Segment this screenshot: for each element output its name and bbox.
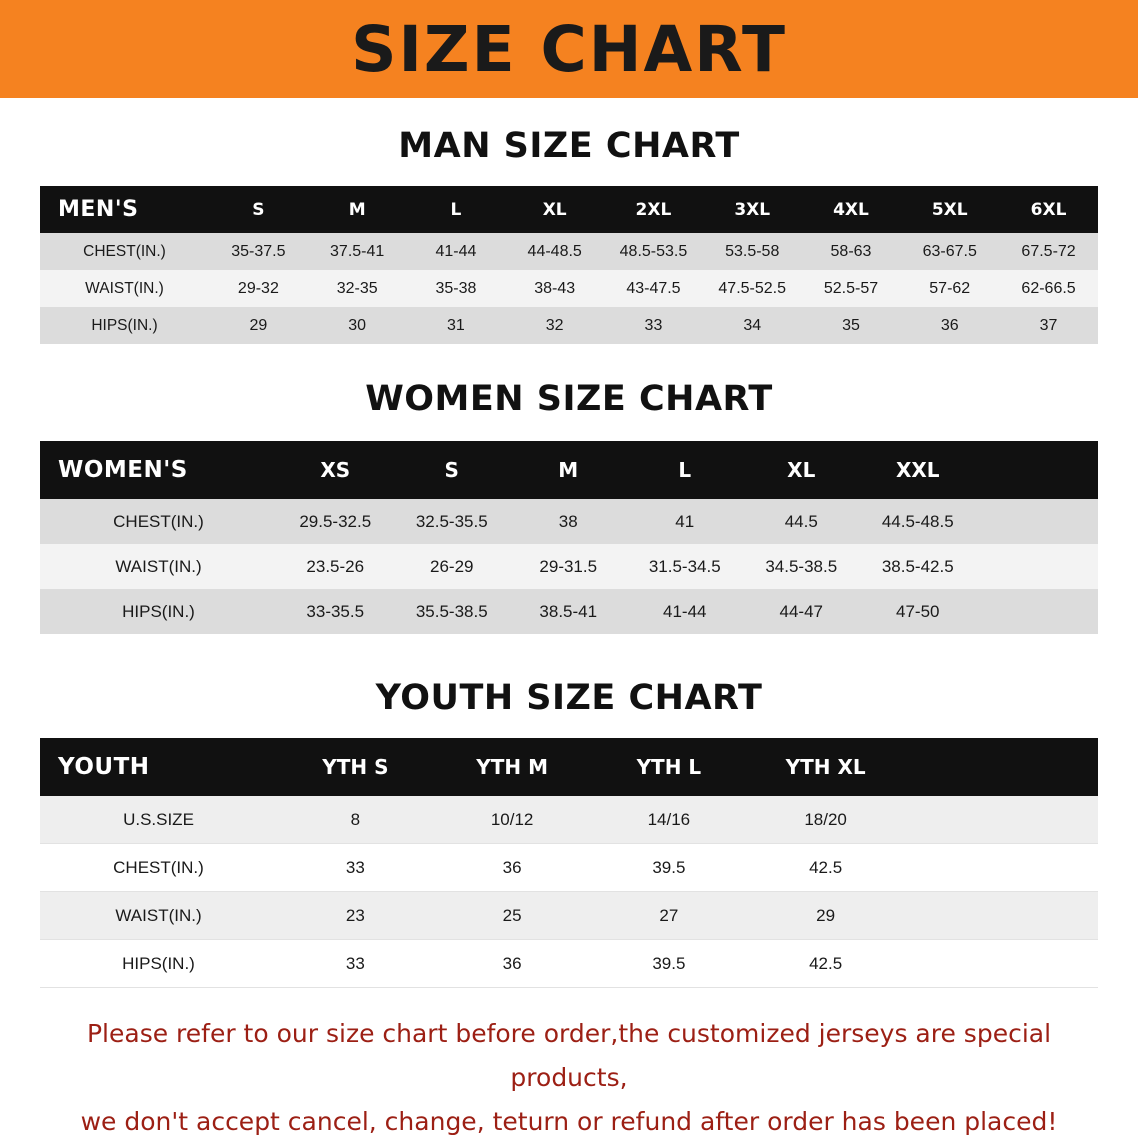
women-cell: 23.5-26 (277, 544, 394, 589)
man-cell: 62-66.5 (999, 270, 1098, 307)
table-row (40, 796, 1098, 844)
man-row-label: CHEST(IN.) (40, 233, 209, 270)
man-cell: 36 (900, 307, 999, 344)
women-header-spacer (976, 441, 1098, 499)
women-cell: 31.5-34.5 (627, 544, 744, 589)
table-row (40, 270, 1098, 307)
women-cell: 26-29 (394, 544, 511, 589)
man-cell: 33 (604, 307, 703, 344)
women-cell: 33-35.5 (277, 589, 394, 634)
women-cell: 41-44 (627, 589, 744, 634)
youth-cell: 33 (277, 940, 434, 988)
man-table-wrap (40, 186, 1098, 344)
women-cell: 38.5-41 (510, 589, 627, 634)
women-size-table (40, 441, 1098, 634)
youth-row-label: WAIST(IN.) (40, 892, 277, 940)
youth-cell: 10/12 (434, 796, 591, 844)
youth-cell-spacer (904, 796, 1098, 844)
table-row (40, 307, 1098, 344)
youth-row-label: U.S.SIZE (40, 796, 277, 844)
man-table-head (40, 186, 1098, 233)
women-cell: 32.5-35.5 (394, 499, 511, 544)
women-table-wrap (40, 441, 1098, 634)
women-cell: 47-50 (860, 589, 977, 634)
women-cell: 29-31.5 (510, 544, 627, 589)
women-cell: 38.5-42.5 (860, 544, 977, 589)
man-col-header: 2XL (604, 186, 703, 233)
women-row-label: CHEST(IN.) (40, 499, 277, 544)
man-col-header: XL (505, 186, 604, 233)
women-col-header: M (510, 441, 627, 499)
youth-cell: 18/20 (747, 796, 904, 844)
youth-cell: 29 (747, 892, 904, 940)
youth-table-body (40, 796, 1098, 988)
youth-cell: 33 (277, 844, 434, 892)
man-section-title: MAN SIZE CHART (0, 126, 1138, 166)
youth-col-header: YTH S (277, 738, 434, 796)
table-row (40, 233, 1098, 270)
youth-row-label: HIPS(IN.) (40, 940, 277, 988)
man-row-label: HIPS(IN.) (40, 307, 209, 344)
man-cell: 44-48.5 (505, 233, 604, 270)
women-row-label: WAIST(IN.) (40, 544, 277, 589)
youth-cell: 42.5 (747, 844, 904, 892)
youth-cell: 39.5 (591, 940, 748, 988)
man-col-header: S (209, 186, 308, 233)
youth-table-wrap (40, 738, 1098, 988)
women-cell: 44.5 (743, 499, 860, 544)
women-cell: 44-47 (743, 589, 860, 634)
man-cell: 31 (407, 307, 506, 344)
man-cell: 35-37.5 (209, 233, 308, 270)
man-cell: 52.5-57 (802, 270, 901, 307)
women-col-header: XXL (860, 441, 977, 499)
man-table-body (40, 233, 1098, 344)
man-col-header: 4XL (802, 186, 901, 233)
man-cell: 47.5-52.5 (703, 270, 802, 307)
youth-cell-spacer (904, 940, 1098, 988)
youth-row-label: CHEST(IN.) (40, 844, 277, 892)
man-cell: 67.5-72 (999, 233, 1098, 270)
man-cell: 53.5-58 (703, 233, 802, 270)
man-col-header: 6XL (999, 186, 1098, 233)
women-col-header: S (394, 441, 511, 499)
table-row (40, 940, 1098, 988)
man-cell: 37 (999, 307, 1098, 344)
man-cell: 37.5-41 (308, 233, 407, 270)
man-row-label: WAIST(IN.) (40, 270, 209, 307)
women-col-header: XL (743, 441, 860, 499)
man-col-header: 3XL (703, 186, 802, 233)
youth-col-header: YTH XL (747, 738, 904, 796)
youth-cell: 42.5 (747, 940, 904, 988)
youth-col-header: YTH L (591, 738, 748, 796)
youth-cell: 25 (434, 892, 591, 940)
man-cell: 38-43 (505, 270, 604, 307)
man-cell: 43-47.5 (604, 270, 703, 307)
man-cell: 57-62 (900, 270, 999, 307)
youth-cell-spacer (904, 892, 1098, 940)
man-col-header: M (308, 186, 407, 233)
women-cell-spacer (976, 589, 1098, 634)
man-cell: 41-44 (407, 233, 506, 270)
disclaimer-note (39, 1012, 1099, 1143)
man-corner-label: MEN'S (40, 186, 209, 233)
women-cell: 44.5-48.5 (860, 499, 977, 544)
man-cell: 58-63 (802, 233, 901, 270)
youth-cell: 8 (277, 796, 434, 844)
women-cell: 41 (627, 499, 744, 544)
header-banner (0, 0, 1138, 98)
man-cell: 48.5-53.5 (604, 233, 703, 270)
youth-header-row (40, 738, 1098, 796)
women-cell-spacer (976, 544, 1098, 589)
man-cell: 35 (802, 307, 901, 344)
table-row (40, 844, 1098, 892)
man-cell: 30 (308, 307, 407, 344)
youth-cell: 23 (277, 892, 434, 940)
youth-table-head (40, 738, 1098, 796)
youth-size-table (40, 738, 1098, 988)
women-cell: 29.5-32.5 (277, 499, 394, 544)
youth-section-title: YOUTH SIZE CHART (0, 678, 1138, 718)
table-row (40, 892, 1098, 940)
women-header-row (40, 441, 1098, 499)
youth-header-spacer (904, 738, 1098, 796)
man-cell: 32-35 (308, 270, 407, 307)
youth-cell: 36 (434, 844, 591, 892)
youth-cell: 39.5 (591, 844, 748, 892)
disclaimer-line-2: we don't accept cancel, change, teturn or refund after order has been placed! (39, 1100, 1099, 1143)
man-cell: 63-67.5 (900, 233, 999, 270)
man-cell: 29-32 (209, 270, 308, 307)
women-cell: 34.5-38.5 (743, 544, 860, 589)
women-cell: 35.5-38.5 (394, 589, 511, 634)
man-cell: 34 (703, 307, 802, 344)
table-row (40, 589, 1098, 634)
women-corner-label: WOMEN'S (40, 441, 277, 499)
page-title: SIZE CHART (351, 18, 787, 81)
youth-cell-spacer (904, 844, 1098, 892)
women-section-title: WOMEN SIZE CHART (0, 379, 1138, 419)
youth-cell: 36 (434, 940, 591, 988)
women-col-header: XS (277, 441, 394, 499)
man-col-header: L (407, 186, 506, 233)
women-cell: 38 (510, 499, 627, 544)
youth-col-header: YTH M (434, 738, 591, 796)
table-row (40, 544, 1098, 589)
man-size-table (40, 186, 1098, 344)
youth-cell: 14/16 (591, 796, 748, 844)
women-table-head (40, 441, 1098, 499)
man-cell: 35-38 (407, 270, 506, 307)
table-row (40, 499, 1098, 544)
women-table-body (40, 499, 1098, 634)
women-cell-spacer (976, 499, 1098, 544)
disclaimer-line-1: Please refer to our size chart before order,the customized jerseys are special products, (39, 1012, 1099, 1100)
man-header-row (40, 186, 1098, 233)
man-col-header: 5XL (900, 186, 999, 233)
women-row-label: HIPS(IN.) (40, 589, 277, 634)
man-cell: 29 (209, 307, 308, 344)
man-cell: 32 (505, 307, 604, 344)
youth-cell: 27 (591, 892, 748, 940)
women-col-header: L (627, 441, 744, 499)
youth-corner-label: YOUTH (40, 738, 277, 796)
